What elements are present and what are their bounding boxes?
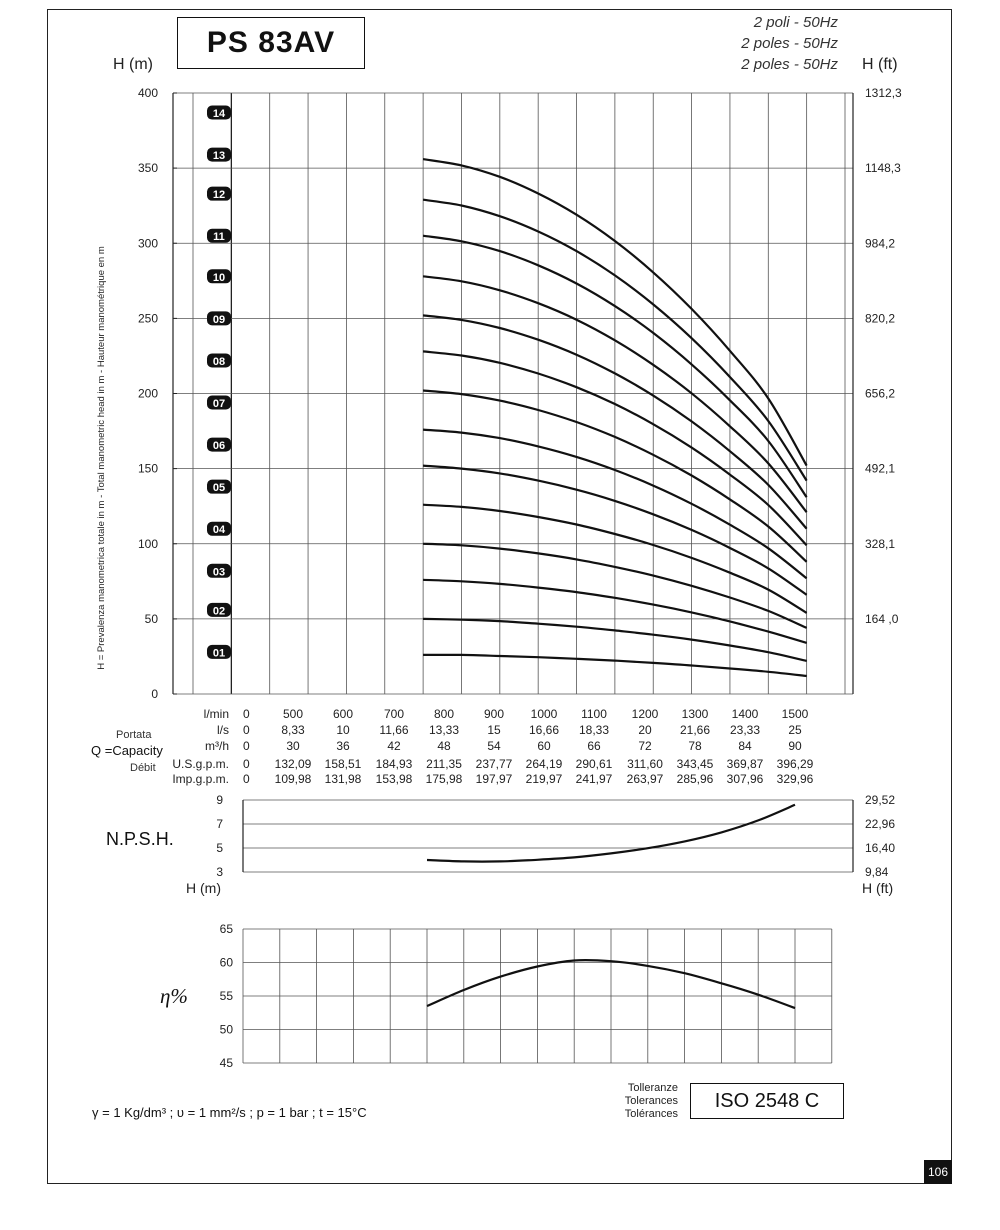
flow-value: 0 (243, 772, 250, 786)
flow-value: 311,60 (627, 757, 663, 771)
y-tick-label: 50 (144, 611, 158, 626)
y-tick-label-right: 1312,3 (865, 86, 902, 100)
flow-value: 84 (738, 739, 752, 753)
stage-badge-label: 13 (212, 150, 226, 163)
flow-value: 11,66 (379, 723, 409, 737)
npsh-tick-label-right: 22,96 (865, 817, 896, 831)
flow-value: 264,19 (525, 757, 563, 771)
y-tick-label-right: 656,2 (865, 386, 896, 401)
flow-value: 800 (433, 707, 455, 721)
flow-value: 1200 (631, 707, 659, 721)
npsh-left-unit: H (m) (186, 880, 221, 896)
stage-badge-label: 05 (212, 482, 226, 495)
flow-value: 219,97 (525, 772, 563, 786)
flow-value: 369,87 (726, 757, 764, 771)
flow-value: 15 (487, 723, 501, 737)
flow-value: 72 (638, 739, 652, 753)
left-axis-unit: H (m) (113, 56, 153, 73)
flow-value: 131,98 (324, 772, 362, 786)
flow-value: 396,29 (776, 757, 814, 771)
npsh-tick-label-right: 9,84 (865, 865, 889, 879)
tolerance-it: Tolleranze (627, 1082, 678, 1094)
y-tick-label-right: 984,2 (865, 236, 896, 251)
eff-tick-label: 60 (219, 955, 233, 970)
flow-value: 197,97 (475, 772, 513, 786)
y-tick-label-right: 164 ,0 (865, 611, 899, 626)
flow-value: 78 (688, 739, 702, 753)
model-title: PS 83AV (177, 17, 365, 69)
tolerance-en: Tolerances (624, 1095, 678, 1107)
stage-badge-label: 02 (212, 605, 226, 618)
flow-value: 158,51 (324, 757, 362, 771)
stage-badge-label: 09 (212, 313, 226, 326)
y-tick-label-right: 1148,3 (865, 161, 901, 176)
stage-badge-label: 06 (212, 440, 226, 453)
flow-value: 36 (336, 739, 350, 753)
flow-value: 307,96 (726, 772, 764, 786)
flow-value: 285,96 (676, 772, 714, 786)
y-tick-label: 350 (137, 161, 158, 176)
flow-value: 0 (243, 707, 250, 721)
tolerance-fr: Tolérances (624, 1108, 678, 1120)
npsh-right-unit: H (ft) (862, 880, 894, 896)
page-number: 106 (924, 1160, 952, 1184)
flow-value: 500 (282, 707, 304, 721)
flow-value: 13,33 (428, 723, 460, 737)
y-tick-label: 250 (137, 311, 158, 326)
flow-value: 25 (788, 723, 802, 737)
npsh-tick-label-right: 16,40 (865, 841, 896, 855)
y-tick-label-right: 328,1 (865, 536, 896, 551)
flow-value: 23,33 (729, 723, 761, 737)
flow-value: 241,97 (575, 772, 613, 786)
y-tick-label: 0 (151, 687, 158, 701)
stage-badge-label: 08 (212, 355, 226, 368)
stage-badge-label: 14 (212, 108, 226, 121)
efficiency-label: η% (160, 984, 188, 1008)
npsh-tick-label: 3 (216, 865, 223, 879)
flow-unit-label: U.S.g.p.m. (172, 757, 229, 771)
flow-value: 175,98 (425, 772, 463, 786)
flow-value: 21,66 (679, 723, 711, 737)
flow-value: 54 (487, 739, 501, 753)
spec-line-3: 2 poles - 50Hz (741, 56, 838, 73)
flow-value: 42 (387, 739, 401, 753)
y-tick-label: 200 (137, 386, 158, 401)
flow-value: 0 (243, 723, 250, 737)
flow-value: 66 (587, 739, 601, 753)
q-label-portata: Portata (116, 729, 152, 741)
flow-value: 18,33 (578, 723, 610, 737)
flow-value: 290,61 (575, 757, 613, 771)
flow-value: 1500 (781, 707, 809, 721)
flow-value: 343,45 (676, 757, 714, 771)
spec-line-1: 2 poli - 50Hz (753, 14, 838, 31)
flow-value: 600 (332, 707, 354, 721)
npsh-tick-label: 5 (216, 841, 223, 855)
flow-unit-label: Imp.g.p.m. (172, 772, 229, 786)
flow-value: 90 (788, 739, 802, 753)
stage-badge-label: 07 (212, 398, 226, 411)
flow-value: 263,97 (626, 772, 664, 786)
y-tick-label: 400 (137, 86, 158, 100)
flow-value: 30 (286, 739, 300, 753)
flow-value: 700 (383, 707, 405, 721)
flow-value: 1300 (681, 707, 709, 721)
iso-standard-box: ISO 2548 C (690, 1083, 844, 1119)
flow-unit-label: l/s (217, 723, 229, 737)
npsh-tick-label: 7 (216, 817, 223, 831)
flow-value: 1100 (581, 707, 607, 721)
flow-value: 8,33 (281, 723, 305, 737)
y-tick-label-right: 492,1 (865, 461, 896, 476)
flow-value: 184,93 (375, 757, 413, 771)
eff-tick-label: 45 (219, 1056, 233, 1070)
spec-line-2: 2 poles - 50Hz (741, 35, 838, 52)
y-tick-label-right: 820,2 (865, 311, 896, 326)
flow-value: 237,77 (475, 757, 513, 771)
npsh-tick-label-right: 29,52 (865, 793, 896, 807)
stage-badge-label: 04 (212, 524, 226, 537)
flow-value: 1000 (530, 707, 558, 721)
eff-tick-label: 65 (219, 922, 233, 936)
q-label-capacity: Q =Capacity (91, 743, 163, 758)
conditions-text: γ = 1 Kg/dm³ ; υ = 1 mm²/s ; p = 1 bar ; t = 15°C (92, 1105, 367, 1120)
flow-value: 132,09 (274, 757, 312, 771)
y-tick-label: 150 (137, 461, 158, 476)
flow-value: 900 (483, 707, 505, 721)
eff-tick-label: 50 (219, 1022, 233, 1037)
stage-badge-label: 11 (213, 231, 225, 244)
stage-badge-label: 10 (212, 271, 226, 284)
y-tick-label: 300 (137, 236, 158, 251)
q-label-debit: Débit (130, 762, 156, 774)
stage-badge-label: 01 (212, 647, 226, 660)
flow-value: 329,96 (776, 772, 814, 786)
npsh-curve (427, 805, 795, 862)
stage-badge-label: 12 (212, 189, 226, 202)
flow-value: 60 (537, 739, 551, 753)
stage-badge-label: 03 (212, 566, 226, 579)
tolerance-labels (625, 1082, 678, 1121)
flow-value: 109,98 (274, 772, 312, 786)
y-axis-title: H = Prevalenza manometrica totale in m - Total manometric head in m - Hauteur manométrique en m (96, 246, 107, 670)
flow-unit-label: l/min (203, 707, 229, 721)
flow-unit-label: m³/h (205, 739, 229, 753)
npsh-label: N.P.S.H. (106, 829, 174, 849)
flow-value: 16,66 (528, 723, 560, 737)
eff-tick-label: 55 (219, 989, 233, 1003)
flow-value: 48 (437, 739, 451, 753)
flow-value: 0 (243, 739, 250, 753)
flow-value: 153,98 (375, 772, 413, 786)
flow-value: 20 (638, 723, 652, 737)
flow-value: 1400 (731, 707, 759, 721)
y-tick-label: 100 (137, 536, 158, 551)
npsh-tick-label: 9 (216, 793, 223, 807)
flow-value: 211,35 (426, 757, 462, 771)
flow-value: 0 (243, 757, 250, 771)
right-axis-unit: H (ft) (862, 56, 898, 73)
flow-value: 10 (336, 723, 350, 737)
